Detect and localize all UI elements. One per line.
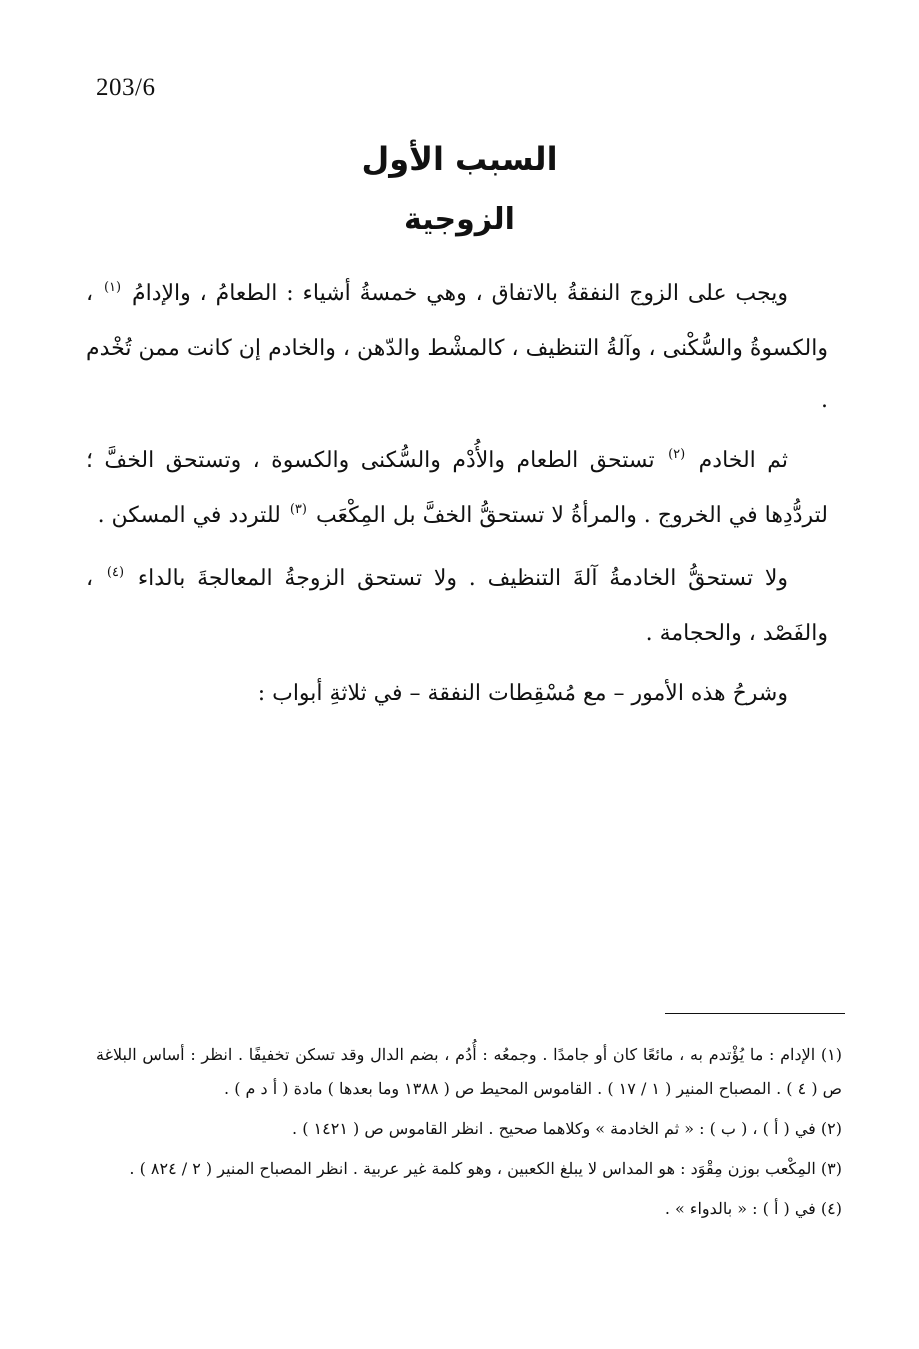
footnote-3: (٣) المِكْعب بوزن مِقْوَد : هو المداس لا يبلغ الكعبين ، وهو كلمة غير عربية . انظر المصباح المنير ( ٢ / ٨٢٤ ) . — [129, 1159, 842, 1178]
paragraph-text: ، والفَصْد ، والحجامة . — [86, 566, 828, 646]
footnote-reference-3: (٣) — [289, 502, 307, 517]
paragraph-text: ثم الخادم — [698, 448, 788, 473]
footnote-reference-2: (٢) — [668, 447, 686, 462]
paragraph-2 — [86, 435, 828, 545]
main-text — [86, 268, 828, 728]
paragraph-text: ويجب على الزوج النفقةُ بالاتفاق ، وهي خمسةُ أشياء : الطعامُ ، والإدامُ — [131, 281, 788, 306]
paragraph-4 — [86, 668, 828, 720]
footnotes-section — [96, 1038, 842, 1232]
chapter-subtitle: الزوجية — [404, 202, 515, 237]
footnote-reference-1: (١) — [103, 280, 122, 295]
footnote-divider — [665, 1013, 845, 1014]
footnote-reference-4: (٤) — [106, 565, 125, 580]
paragraph-text: وشرحُ هذه الأمور – مع مُسْقِطات النفقة – في ثلاثةِ أبواب : — [257, 681, 788, 706]
paragraph-text: ولا تستحقُّ الخادمةُ آلةَ التنظيف . ولا تستحق الزوجةُ المعالجةَ بالداء — [137, 566, 789, 591]
chapter-title: السبب الأول — [361, 140, 558, 178]
paragraph-1 — [86, 268, 828, 427]
paragraph-3 — [86, 553, 828, 660]
footnote-4: (٤) في ( أ ) : « بالدواء » . — [664, 1199, 842, 1218]
page-number: 203/6 — [96, 74, 156, 101]
footnote-1: (١) الإدام : ما يُؤْتدم به ، مائعًا كان أو جامدًا . وجمعُه : أُدُم ، بضم الدال وقد تسكن تخفيفًا . انظر : أساس البلاغة ص ( ٤ ) . المصباح المنير ( ١ / ١٧ ) . القاموس المحيط ص ( ١٣٨٨ وما بعدها ) مادة ( أ د م ) . — [96, 1045, 842, 1098]
paragraph-text: ، والكسوةُ والسُّكْنى ، وآلةُ التنظيف ، كالمشْط والدّهن ، والخادم إن كانت ممن تُخْدم . — [86, 281, 828, 413]
paragraph-text: تستحق الطعام والأُدْم والسُّكنى والكسوة ، وتستحق الخفَّ ؛ لتردُّدِها في الخروج . والمرأةُ لا تستحقُّ الخفَّ بل المِكْعَب — [86, 448, 828, 528]
paragraph-text: للتردد في المسكن . — [97, 503, 281, 528]
footnote-2: (٢) في ( أ ) ، ( ب ) : « ثم الخادمة » وكلاهما صحيح . انظر القاموس ص ( ١٤٢١ ) . — [292, 1119, 842, 1138]
